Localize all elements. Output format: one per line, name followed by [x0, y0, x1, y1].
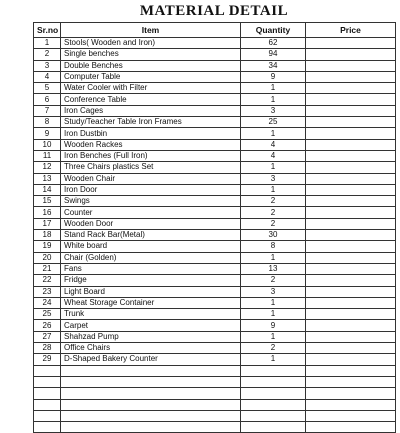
row-item: Counter — [61, 207, 241, 218]
table-row — [34, 38, 396, 49]
row-item: Wooden Chair — [61, 173, 241, 184]
row-srno: 9 — [34, 128, 61, 139]
table-row — [34, 297, 396, 308]
row-srno: 8 — [34, 117, 61, 128]
row-quantity: 1 — [241, 252, 306, 263]
table-row — [34, 139, 396, 150]
row-item: Stand Rack Bar(Metal) — [61, 230, 241, 241]
table-row — [34, 173, 396, 184]
table-row — [34, 331, 396, 342]
row-item: Light Board — [61, 286, 241, 297]
row-price — [306, 38, 396, 49]
table-row — [34, 230, 396, 241]
row-srno: 24 — [34, 297, 61, 308]
header-srno: Sr.no — [34, 23, 61, 38]
row-srno: 17 — [34, 218, 61, 229]
table-row-empty — [34, 365, 396, 376]
row-quantity: 62 — [241, 38, 306, 49]
row-item: D-Shaped Bakery Counter — [61, 354, 241, 365]
row-quantity: 4 — [241, 139, 306, 150]
row-price — [306, 354, 396, 365]
table-row — [34, 94, 396, 105]
row-quantity: 34 — [241, 60, 306, 71]
row-item: Wheat Storage Container — [61, 297, 241, 308]
row-item: Conference Table — [61, 94, 241, 105]
row-item: Shahzad Pump — [61, 331, 241, 342]
row-quantity: 30 — [241, 230, 306, 241]
row-srno: 14 — [34, 184, 61, 195]
row-srno: 22 — [34, 275, 61, 286]
row-quantity: 1 — [241, 94, 306, 105]
row-srno: 10 — [34, 139, 61, 150]
table-row — [34, 83, 396, 94]
row-srno: 26 — [34, 320, 61, 331]
table-row — [34, 252, 396, 263]
row-price — [306, 117, 396, 128]
row-item: Double Benches — [61, 60, 241, 71]
row-quantity: 1 — [241, 309, 306, 320]
row-item: Study/Teacher Table Iron Frames — [61, 117, 241, 128]
table-row — [34, 117, 396, 128]
table-row — [34, 218, 396, 229]
table-row — [34, 286, 396, 297]
table-body — [34, 38, 396, 433]
row-price — [306, 230, 396, 241]
row-quantity — [241, 399, 306, 410]
row-quantity: 1 — [241, 128, 306, 139]
row-quantity — [241, 388, 306, 399]
row-item: Three Chairs plastics Set — [61, 162, 241, 173]
row-quantity: 2 — [241, 275, 306, 286]
table-row — [34, 320, 396, 331]
header-price: Price — [306, 23, 396, 38]
row-item: Single benches — [61, 49, 241, 60]
table-row — [34, 162, 396, 173]
row-quantity: 1 — [241, 184, 306, 195]
row-price — [306, 196, 396, 207]
row-price — [306, 376, 396, 387]
row-srno: 3 — [34, 60, 61, 71]
table-row-empty — [34, 410, 396, 421]
row-quantity: 1 — [241, 297, 306, 308]
row-price — [306, 105, 396, 116]
row-quantity: 1 — [241, 162, 306, 173]
table-row-empty — [34, 422, 396, 433]
row-price — [306, 309, 396, 320]
row-srno: 28 — [34, 343, 61, 354]
material-table — [33, 22, 396, 433]
row-quantity: 8 — [241, 241, 306, 252]
table-row — [34, 354, 396, 365]
table-row — [34, 196, 396, 207]
row-price — [306, 49, 396, 60]
row-item: White board — [61, 241, 241, 252]
table-row — [34, 128, 396, 139]
row-price — [306, 410, 396, 421]
table-row — [34, 241, 396, 252]
row-item: Iron Door — [61, 184, 241, 195]
row-srno: 21 — [34, 263, 61, 274]
row-quantity: 1 — [241, 331, 306, 342]
row-quantity — [241, 422, 306, 433]
row-srno: 1 — [34, 38, 61, 49]
table-row — [34, 184, 396, 195]
row-srno — [34, 410, 61, 421]
row-quantity: 2 — [241, 207, 306, 218]
row-srno: 18 — [34, 230, 61, 241]
row-price — [306, 173, 396, 184]
row-price — [306, 275, 396, 286]
row-item: Stools( Wooden and Iron) — [61, 38, 241, 49]
header-quantity: Quantity — [241, 23, 306, 38]
row-quantity: 3 — [241, 173, 306, 184]
row-quantity: 13 — [241, 263, 306, 274]
row-srno: 16 — [34, 207, 61, 218]
row-price — [306, 207, 396, 218]
row-srno: 13 — [34, 173, 61, 184]
row-item: Fans — [61, 263, 241, 274]
row-price — [306, 343, 396, 354]
row-price — [306, 297, 396, 308]
table-row — [34, 343, 396, 354]
row-price — [306, 365, 396, 376]
row-item: Iron Dustbin — [61, 128, 241, 139]
table-row-empty — [34, 376, 396, 387]
row-srno: 15 — [34, 196, 61, 207]
row-quantity: 2 — [241, 343, 306, 354]
row-srno: 20 — [34, 252, 61, 263]
row-price — [306, 94, 396, 105]
row-item: Wooden Rackes — [61, 139, 241, 150]
row-srno: 7 — [34, 105, 61, 116]
row-price — [306, 263, 396, 274]
document-title: MATERIAL DETAIL — [139, 3, 289, 19]
table-row-empty — [34, 399, 396, 410]
row-quantity: 94 — [241, 49, 306, 60]
row-srno — [34, 365, 61, 376]
row-item: Water Cooler with Filter — [61, 83, 241, 94]
row-srno — [34, 422, 61, 433]
row-item: Office Chairs — [61, 343, 241, 354]
row-item — [61, 410, 241, 421]
row-item: Swings — [61, 196, 241, 207]
row-item: Computer Table — [61, 71, 241, 82]
row-item: Fridge — [61, 275, 241, 286]
row-quantity: 3 — [241, 286, 306, 297]
row-srno — [34, 376, 61, 387]
row-srno — [34, 388, 61, 399]
row-price — [306, 241, 396, 252]
row-item — [61, 376, 241, 387]
row-quantity — [241, 376, 306, 387]
row-price — [306, 320, 396, 331]
row-price — [306, 71, 396, 82]
row-srno: 4 — [34, 71, 61, 82]
row-quantity: 2 — [241, 196, 306, 207]
row-quantity — [241, 365, 306, 376]
row-item — [61, 399, 241, 410]
row-srno: 19 — [34, 241, 61, 252]
row-srno: 6 — [34, 94, 61, 105]
table-row — [34, 71, 396, 82]
row-price — [306, 399, 396, 410]
row-srno: 25 — [34, 309, 61, 320]
row-srno: 11 — [34, 150, 61, 161]
table-row — [34, 105, 396, 116]
row-price — [306, 331, 396, 342]
row-quantity: 2 — [241, 218, 306, 229]
row-srno: 29 — [34, 354, 61, 365]
row-quantity: 3 — [241, 105, 306, 116]
header-item: Item — [61, 23, 241, 38]
row-price — [306, 422, 396, 433]
table-row — [34, 150, 396, 161]
row-quantity: 9 — [241, 320, 306, 331]
row-srno: 5 — [34, 83, 61, 94]
row-price — [306, 139, 396, 150]
row-price — [306, 218, 396, 229]
table-row — [34, 275, 396, 286]
table-row — [34, 60, 396, 71]
table-row-empty — [34, 388, 396, 399]
row-quantity: 4 — [241, 150, 306, 161]
row-price — [306, 252, 396, 263]
row-item: Carpet — [61, 320, 241, 331]
row-item: Iron Cages — [61, 105, 241, 116]
row-price — [306, 150, 396, 161]
row-price — [306, 128, 396, 139]
row-price — [306, 83, 396, 94]
row-srno — [34, 399, 61, 410]
row-quantity: 9 — [241, 71, 306, 82]
row-price — [306, 286, 396, 297]
row-srno: 27 — [34, 331, 61, 342]
row-srno: 2 — [34, 49, 61, 60]
row-item — [61, 388, 241, 399]
table-row — [34, 309, 396, 320]
row-quantity: 1 — [241, 83, 306, 94]
row-price — [306, 162, 396, 173]
row-srno: 23 — [34, 286, 61, 297]
row-quantity: 25 — [241, 117, 306, 128]
row-price — [306, 388, 396, 399]
row-item — [61, 365, 241, 376]
row-item — [61, 422, 241, 433]
row-item: Trunk — [61, 309, 241, 320]
table-row — [34, 263, 396, 274]
table-row — [34, 207, 396, 218]
row-quantity — [241, 410, 306, 421]
row-price — [306, 60, 396, 71]
row-item: Wooden Door — [61, 218, 241, 229]
row-item: Iron Benches (Full Iron) — [61, 150, 241, 161]
table-header-row — [34, 23, 396, 38]
row-quantity: 1 — [241, 354, 306, 365]
row-price — [306, 184, 396, 195]
row-srno: 12 — [34, 162, 61, 173]
row-item: Chair (Golden) — [61, 252, 241, 263]
table-row — [34, 49, 396, 60]
